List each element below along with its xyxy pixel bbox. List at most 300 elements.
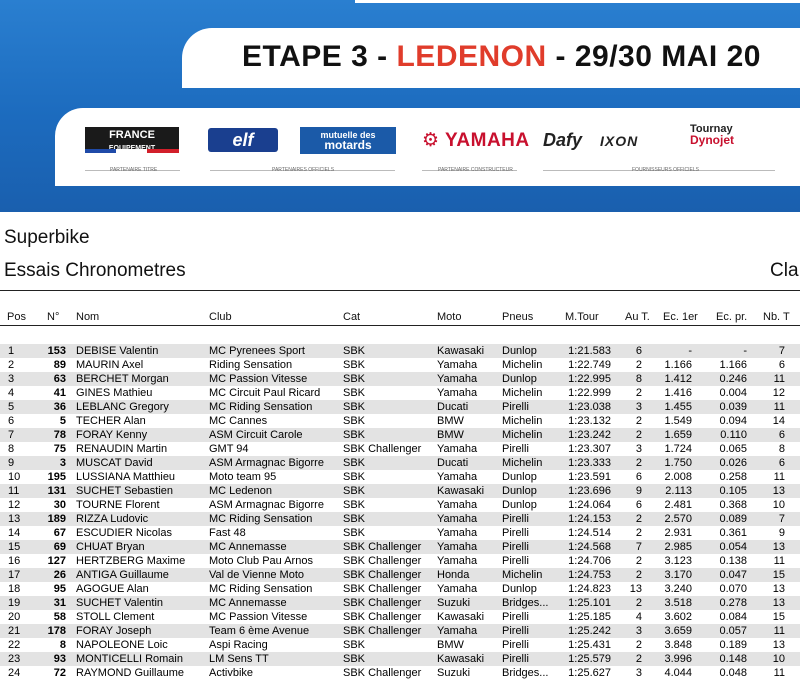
- table-row: [0, 596, 800, 610]
- table-row: [0, 414, 800, 428]
- cell-ecpr: 0.057: [719, 625, 747, 637]
- table-row: [0, 624, 800, 638]
- cell-mtour: 1:22.995: [568, 373, 611, 385]
- cell-aut: 2: [635, 639, 642, 651]
- cell-moto: Ducati: [437, 457, 469, 469]
- cell-nom: RAYMOND Guillaume: [76, 667, 184, 679]
- cell-cat: SBK Challenger: [343, 443, 422, 455]
- cell-mtour: 1:24.153: [568, 513, 611, 525]
- cell-cat: SBK Challenger: [343, 597, 422, 609]
- cell-aut: 2: [635, 527, 642, 539]
- mutuelle-top: mutuelle des: [320, 130, 376, 140]
- table-row: [0, 666, 800, 680]
- cell-nom: LUSSIANA Matthieu: [76, 471, 176, 483]
- cell-nbt: 13: [772, 639, 785, 651]
- dynojet-wordmark: Dynojet: [690, 133, 735, 147]
- cell-ecpr: 0.189: [719, 639, 747, 651]
- table-row: [0, 610, 800, 624]
- cell-nom: HERTZBERG Maxime: [76, 555, 186, 567]
- cell-ec1: 1.724: [664, 443, 692, 455]
- cell-aut: 13: [629, 583, 642, 595]
- cell-cat: SBK: [343, 499, 366, 511]
- cell-ec1: 2.931: [664, 527, 692, 539]
- cell-pos: 6: [8, 415, 15, 427]
- cell-num: 72: [53, 667, 66, 679]
- cell-nbt: 10: [772, 653, 785, 665]
- cell-pos: 21: [8, 625, 21, 637]
- cell-pos: 10: [8, 471, 21, 483]
- cell-club: LM Sens TT: [209, 653, 269, 665]
- cell-num: 8: [59, 639, 66, 651]
- cell-nom: ANTIGA Guillaume: [76, 569, 169, 581]
- session-title: Essais Chronometres: [4, 260, 186, 281]
- cell-aut: 2: [635, 513, 642, 525]
- cell-num: 189: [47, 513, 66, 525]
- cell-ec1: 2.113: [665, 485, 692, 497]
- cell-pos: 5: [8, 401, 15, 413]
- cell-nbt: 15: [772, 569, 785, 581]
- cell-ec1: 4.044: [664, 667, 692, 679]
- cell-moto: Yamaha: [437, 527, 478, 539]
- cell-cat: SBK Challenger: [343, 569, 422, 581]
- cell-pos: 22: [8, 639, 21, 651]
- cell-num: 31: [53, 597, 66, 609]
- cell-ec1: 1.166: [664, 359, 692, 371]
- cell-aut: 4: [635, 611, 642, 623]
- col-moto: Moto: [437, 311, 462, 323]
- event-banner: [0, 0, 800, 212]
- table-row: [0, 568, 800, 582]
- cell-pneus: Michelin: [502, 429, 543, 441]
- cell-mtour: 1:24.514: [568, 527, 611, 539]
- cell-pneus: Dunlop: [502, 345, 537, 357]
- cell-nom: STOLL Clement: [76, 611, 155, 623]
- cell-moto: Suzuki: [437, 597, 471, 609]
- cell-ec1: 2.570: [664, 513, 692, 525]
- cell-club: MC Riding Sensation: [209, 583, 313, 595]
- cell-pneus: Pirelli: [502, 555, 529, 567]
- cell-nbt: 11: [773, 401, 785, 413]
- cell-moto: BMW: [437, 639, 464, 651]
- cell-cat: SBK: [343, 639, 366, 651]
- cell-moto: Yamaha: [437, 359, 478, 371]
- cell-nom: TOURNE Florent: [76, 499, 160, 511]
- cell-moto: Yamaha: [437, 443, 478, 455]
- title-venue: LEDENON: [396, 40, 547, 73]
- tricolor-stripe: [85, 149, 179, 153]
- table-row: [0, 652, 800, 666]
- cell-mtour: 1:25.101: [568, 597, 611, 609]
- cell-cat: SBK: [343, 485, 366, 497]
- cell-club: MC Annemasse: [209, 597, 287, 609]
- cell-pos: 15: [8, 541, 21, 553]
- cell-mtour: 1:23.591: [568, 471, 611, 483]
- cell-ec1: 3.996: [664, 653, 692, 665]
- tournay-dynojet-logo: [690, 124, 734, 146]
- cell-moto: Yamaha: [437, 513, 478, 525]
- col-ec1: Ec. 1er: [663, 311, 698, 323]
- cell-nbt: 10: [772, 499, 785, 511]
- table-row: [0, 638, 800, 652]
- cell-pos: 13: [8, 513, 21, 525]
- cell-club: Moto Club Pau Arnos: [209, 555, 313, 567]
- cell-pneus: Michelin: [502, 415, 543, 427]
- cell-pos: 16: [8, 555, 21, 567]
- cell-pos: 8: [8, 443, 15, 455]
- cell-moto: Yamaha: [437, 583, 478, 595]
- cell-nom: ESCUDIER Nicolas: [76, 527, 172, 539]
- cell-mtour: 1:23.132: [568, 415, 611, 427]
- cell-aut: 2: [635, 555, 642, 567]
- cell-club: ASM Armagnac Bigorre: [209, 499, 324, 511]
- cell-mtour: 1:21.583: [568, 345, 611, 357]
- category-title: Superbike: [4, 227, 90, 248]
- col-nbt: Nb. T: [763, 311, 790, 323]
- cell-moto: Kawasaki: [437, 345, 485, 357]
- france-equipement-logo: [85, 127, 179, 153]
- cell-pneus: Dunlop: [502, 471, 537, 483]
- col-cat: Cat: [343, 311, 361, 323]
- col-num: N°: [47, 311, 60, 323]
- cell-nom: DEBISE Valentin: [76, 345, 159, 357]
- cell-ecpr: 0.048: [719, 667, 747, 679]
- cell-ec1: 3.659: [664, 625, 692, 637]
- mutuelle-des-motards-logo: [300, 127, 396, 154]
- cell-pneus: Pirelli: [502, 513, 529, 525]
- cell-num: 63: [53, 373, 66, 385]
- ixon-logo: IXON: [600, 133, 639, 149]
- cell-nbt: 13: [772, 597, 785, 609]
- cell-mtour: 1:24.568: [568, 541, 611, 553]
- cell-cat: SBK: [343, 373, 366, 385]
- cell-ecpr: 0.148: [719, 653, 747, 665]
- cell-nbt: 11: [773, 373, 785, 385]
- cell-nbt: 7: [778, 513, 785, 525]
- cell-num: 153: [47, 345, 66, 357]
- cell-nom: SUCHET Sebastien: [76, 485, 174, 497]
- cell-nbt: 11: [773, 471, 785, 483]
- cell-num: 75: [53, 443, 66, 455]
- cell-aut: 2: [635, 653, 642, 665]
- cell-num: 26: [53, 569, 66, 581]
- title-suffix: - 29/30 MAI 20: [546, 40, 761, 73]
- cell-num: 36: [53, 401, 66, 413]
- cell-cat: SBK: [343, 527, 366, 539]
- cell-aut: 2: [635, 429, 642, 441]
- cell-num: 178: [47, 625, 66, 637]
- cell-pneus: Pirelli: [502, 443, 529, 455]
- cell-ecpr: 0.084: [719, 611, 747, 623]
- cell-pneus: Dunlop: [502, 583, 537, 595]
- cell-aut: 3: [635, 401, 642, 413]
- cell-pos: 18: [8, 583, 21, 595]
- cell-club: Val de Vienne Moto: [209, 569, 304, 581]
- table-row: [0, 428, 800, 442]
- yamaha-emblem-icon: ⚙: [422, 130, 440, 151]
- cell-nom: RENAUDIN Martin: [76, 443, 168, 455]
- cell-nbt: 12: [772, 387, 785, 399]
- event-title: [242, 40, 761, 74]
- banner-top-line: [355, 0, 800, 3]
- cell-ec1: 3.240: [664, 583, 692, 595]
- cell-ec1: 2.008: [664, 471, 692, 483]
- cell-num: 5: [59, 415, 66, 427]
- cell-pos: 7: [8, 429, 15, 441]
- cell-pos: 14: [8, 527, 21, 539]
- cell-aut: 2: [635, 387, 642, 399]
- cell-pos: 9: [8, 457, 15, 469]
- col-pneus: Pneus: [502, 311, 534, 323]
- cell-num: 131: [47, 485, 66, 497]
- cell-pneus: Michelin: [502, 359, 543, 371]
- cell-nbt: 6: [778, 359, 785, 371]
- cell-nom: MAURIN Axel: [76, 359, 144, 371]
- cell-pneus: Pirelli: [502, 611, 529, 623]
- cell-ecpr: 0.110: [720, 429, 747, 441]
- col-ecpr: Ec. pr.: [716, 311, 748, 323]
- cell-num: 195: [47, 471, 66, 483]
- table-row: [0, 526, 800, 540]
- cell-club: MC Pyrenees Sport: [209, 345, 305, 357]
- col-pos: Pos: [7, 311, 26, 323]
- cell-nom: FORAY Joseph: [76, 625, 152, 637]
- cell-club: MC Cannes: [209, 415, 268, 427]
- cell-mtour: 1:23.333: [568, 457, 611, 469]
- cell-moto: Ducati: [437, 401, 469, 413]
- cell-club: GMT 94: [209, 443, 249, 455]
- cell-nbt: 11: [773, 667, 785, 679]
- cell-mtour: 1:25.579: [568, 653, 611, 665]
- cell-ec1: 3.518: [664, 597, 692, 609]
- cell-aut: 6: [635, 471, 642, 483]
- cell-cat: SBK: [343, 401, 366, 413]
- table-row: [0, 358, 800, 372]
- cell-ecpr: 1.166: [719, 359, 747, 371]
- cell-nom: CHUAT Bryan: [76, 541, 145, 553]
- cell-pos: 23: [8, 653, 21, 665]
- cell-nom: RIZZA Ludovic: [76, 513, 149, 525]
- cell-moto: Yamaha: [437, 555, 478, 567]
- cell-nbt: 13: [772, 583, 785, 595]
- cell-ecpr: 0.246: [719, 373, 747, 385]
- cell-pneus: Pirelli: [502, 653, 529, 665]
- cell-nbt: 9: [778, 527, 785, 539]
- cell-nom: NAPOLEONE Loic: [76, 639, 168, 651]
- cell-ecpr: 0.368: [719, 499, 747, 511]
- cell-aut: 2: [635, 597, 642, 609]
- cell-cat: SBK Challenger: [343, 611, 422, 623]
- cell-club: MC Circuit Paul Ricard: [209, 387, 321, 399]
- cell-num: 95: [53, 583, 66, 595]
- cell-pneus: Pirelli: [502, 401, 529, 413]
- col-aut: Au T.: [625, 311, 650, 323]
- cell-ec1: 3.123: [664, 555, 692, 567]
- cell-aut: 9: [635, 485, 642, 497]
- table-row: [0, 344, 800, 358]
- table-row: [0, 484, 800, 498]
- cell-nbt: 11: [773, 625, 785, 637]
- cell-pos: 19: [8, 597, 21, 609]
- table-row: [0, 582, 800, 596]
- cell-mtour: 1:25.627: [568, 667, 611, 679]
- cell-ecpr: 0.089: [719, 513, 747, 525]
- cell-mtour: 1:23.242: [568, 429, 611, 441]
- table-row: [0, 540, 800, 554]
- cell-nom: LEBLANC Gregory: [76, 401, 169, 413]
- cell-pneus: Dunlop: [502, 499, 537, 511]
- cell-pneus: Michelin: [502, 387, 543, 399]
- cell-nbt: 7: [778, 345, 785, 357]
- table-row: [0, 386, 800, 400]
- cell-moto: Yamaha: [437, 373, 478, 385]
- cell-pneus: Bridges...: [502, 667, 549, 679]
- cell-cat: SBK: [343, 471, 366, 483]
- cell-aut: 2: [635, 415, 642, 427]
- cell-cat: SBK: [343, 653, 366, 665]
- cell-moto: Yamaha: [437, 499, 478, 511]
- cell-num: 58: [53, 611, 66, 623]
- cell-cat: SBK Challenger: [343, 541, 422, 553]
- cell-ecpr: 0.054: [719, 541, 747, 553]
- cell-mtour: 1:23.038: [568, 401, 611, 413]
- cell-club: Aspi Racing: [209, 639, 268, 651]
- cell-ec1: 1.412: [664, 373, 692, 385]
- cell-mtour: 1:23.696: [568, 485, 611, 497]
- label-partenaire-constructeur: PARTENAIRE CONSTRUCTEUR: [438, 167, 513, 173]
- label-partenaire-titre: PARTENAIRE TITRE: [110, 167, 158, 173]
- cell-nom: FORAY Kenny: [76, 429, 148, 441]
- cell-aut: 6: [635, 345, 642, 357]
- cell-ec1: 3.848: [664, 639, 692, 651]
- cell-nbt: 13: [772, 485, 785, 497]
- cell-nom: MONTICELLI Romain: [76, 653, 183, 665]
- cell-pneus: Pirelli: [502, 639, 529, 651]
- cell-ecpr: 0.361: [719, 527, 747, 539]
- cell-club: Moto team 95: [209, 471, 277, 483]
- cell-club: MC Riding Sensation: [209, 401, 313, 413]
- cell-aut: 3: [635, 625, 642, 637]
- cell-cat: SBK: [343, 345, 366, 357]
- cell-num: 41: [53, 387, 66, 399]
- cell-pos: 24: [8, 667, 21, 679]
- cell-club: Team 6 ème Avenue: [209, 625, 310, 637]
- cell-nbt: 13: [772, 541, 785, 553]
- elf-logo: elf: [208, 128, 278, 152]
- cell-pneus: Bridges...: [502, 597, 549, 609]
- cell-nom: BERCHET Morgan: [76, 373, 169, 385]
- cell-nbt: 11: [773, 555, 785, 567]
- dafy-logo: Dafy: [543, 130, 583, 150]
- yamaha-wordmark: YAMAHA: [444, 130, 530, 151]
- cell-cat: SBK Challenger: [343, 583, 422, 595]
- cell-pos: 12: [8, 499, 21, 511]
- header-rule: [0, 325, 800, 326]
- cell-ec1: 2.481: [664, 499, 692, 511]
- cell-num: 69: [53, 541, 66, 553]
- cell-cat: SBK: [343, 513, 366, 525]
- cell-aut: 7: [635, 541, 642, 553]
- cell-moto: BMW: [437, 429, 464, 441]
- cell-cat: SBK Challenger: [343, 555, 422, 567]
- cell-mtour: 1:24.706: [568, 555, 611, 567]
- cell-moto: Yamaha: [437, 541, 478, 553]
- cell-ec1: 1.416: [664, 387, 692, 399]
- cell-club: ASM Circuit Carole: [209, 429, 303, 441]
- cell-nbt: 15: [772, 611, 785, 623]
- cell-nom: SUCHET Valentin: [76, 597, 164, 609]
- col-nom: Nom: [76, 311, 100, 323]
- cell-ec1: -: [688, 345, 692, 357]
- cell-club: MC Riding Sensation: [209, 513, 313, 525]
- cell-ec1: 3.602: [664, 611, 692, 623]
- cell-moto: Yamaha: [437, 387, 478, 399]
- top-rule: [0, 290, 800, 291]
- cell-moto: Yamaha: [437, 625, 478, 637]
- cell-club: Riding Sensation: [209, 359, 293, 371]
- cell-moto: Honda: [437, 569, 470, 581]
- cell-ecpr: 0.105: [719, 485, 747, 497]
- cell-pos: 20: [8, 611, 21, 623]
- cell-pneus: Pirelli: [502, 541, 529, 553]
- cell-cat: SBK: [343, 457, 366, 469]
- cell-ec1: 3.170: [664, 569, 692, 581]
- table-row: [0, 442, 800, 456]
- cell-aut: 3: [635, 443, 642, 455]
- cell-nom: AGOGUE Alan: [76, 583, 149, 595]
- cell-ec1: 2.985: [664, 541, 692, 553]
- cell-nbt: 6: [778, 429, 785, 441]
- cell-club: ASM Armagnac Bigorre: [209, 457, 324, 469]
- cell-mtour: 1:25.242: [568, 625, 611, 637]
- cell-ec1: 1.750: [664, 457, 692, 469]
- table-row: [0, 554, 800, 568]
- cell-cat: SBK: [343, 359, 366, 371]
- cell-aut: 3: [635, 667, 642, 679]
- col-club: Club: [209, 311, 232, 323]
- cell-moto: BMW: [437, 415, 464, 427]
- cell-aut: 2: [635, 569, 642, 581]
- table-row: [0, 470, 800, 484]
- table-row: [0, 512, 800, 526]
- cell-pneus: Dunlop: [502, 485, 537, 497]
- cell-ec1: 1.549: [664, 415, 692, 427]
- cell-pos: 11: [8, 485, 20, 497]
- cell-nom: TECHER Alan: [76, 415, 146, 427]
- cell-pos: 3: [8, 373, 15, 385]
- cell-pneus: Michelin: [502, 457, 543, 469]
- table-row: [0, 400, 800, 414]
- label-fournisseurs-officiels: FOURNISSEURS OFFICIELS: [632, 167, 699, 173]
- cell-pos: 17: [8, 569, 21, 581]
- cell-mtour: 1:23.307: [568, 443, 611, 455]
- cell-ec1: 1.455: [664, 401, 692, 413]
- cell-ecpr: 0.004: [719, 387, 747, 399]
- cell-aut: 2: [635, 359, 642, 371]
- france-logo-top: FRANCE: [109, 129, 155, 141]
- cell-moto: Kawasaki: [437, 611, 485, 623]
- table-row: [0, 498, 800, 512]
- cell-moto: Kawasaki: [437, 485, 485, 497]
- cell-pneus: Pirelli: [502, 625, 529, 637]
- classification-label: Cla: [770, 260, 799, 281]
- cell-club: Activbike: [209, 667, 254, 679]
- cell-mtour: 1:22.749: [568, 359, 611, 371]
- cell-nom: MUSCAT David: [76, 457, 153, 469]
- cell-club: MC Passion Vitesse: [209, 373, 308, 385]
- cell-cat: SBK: [343, 429, 366, 441]
- cell-cat: SBK: [343, 387, 366, 399]
- cell-club: MC Ledenon: [209, 485, 272, 497]
